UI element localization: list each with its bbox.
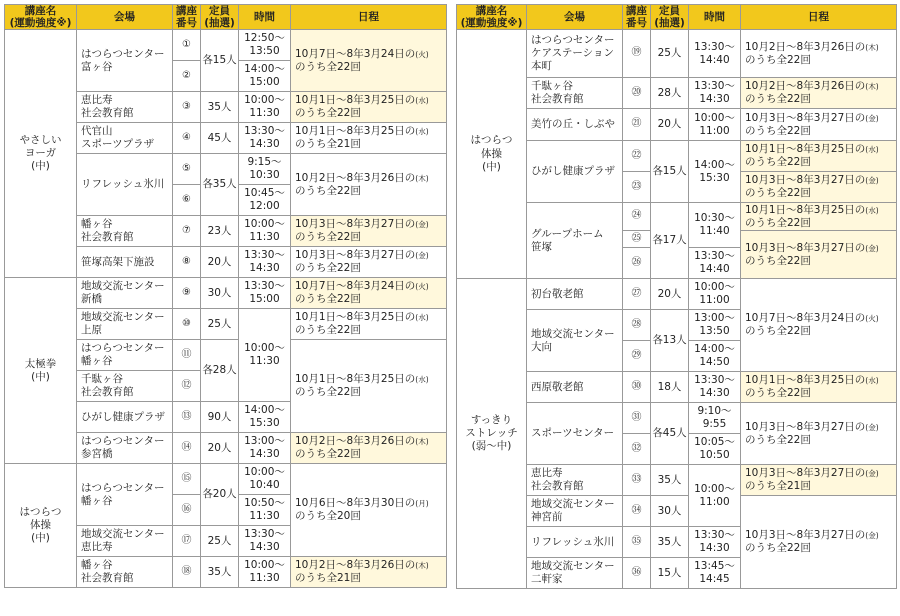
schedule-cell: 10月7日〜8年3月24日の(火) のうち全22回 [291, 30, 447, 92]
time-cell: 13:30〜14:30 [239, 526, 291, 557]
header-time: 時間 [239, 5, 291, 30]
capacity-cell: 23人 [201, 216, 239, 247]
course-number: ㉝ [623, 465, 651, 496]
course-number: ⑬ [173, 402, 201, 433]
header-venue: 会場 [77, 5, 173, 30]
course-number: ⑯ [173, 495, 201, 526]
header-course-no: 講座 番号 [623, 5, 651, 30]
time-cell: 12:50〜13:50 [239, 30, 291, 61]
venue-cell: 地域交流センター 二軒家 [527, 558, 623, 589]
schedule-cell: 10月1日〜8年3月25日の(水) のうち全22回 [741, 141, 897, 172]
capacity-cell: 各20人 [201, 464, 239, 526]
header-capacity: 定員 (抽選) [651, 5, 689, 30]
time-cell: 10:00〜10:40 [239, 464, 291, 495]
capacity-cell: 20人 [201, 433, 239, 464]
course-number: ⑳ [623, 78, 651, 109]
time-cell: 10:00〜11:30 [239, 309, 291, 402]
capacity-cell: 30人 [651, 496, 689, 527]
course-number: ⑧ [173, 247, 201, 278]
venue-cell: リフレッシュ氷川 [527, 527, 623, 558]
schedule-cell: 10月1日〜8年3月25日の(水) のうち全22回 [741, 372, 897, 403]
course-taikyokuken: 太極拳 (中) [5, 278, 77, 464]
schedule-cell: 10月3日〜8年3月27日の(金) のうち全22回 [741, 109, 897, 141]
course-number: ② [173, 61, 201, 92]
schedule-cell: 10月1日〜8年3月25日の(水) のうち全22回 [741, 203, 897, 231]
venue-cell: 西原敬老館 [527, 372, 623, 403]
course-yasashii-yoga: やさしい ヨーガ (中) [5, 30, 77, 278]
time-cell: 10:45〜12:00 [239, 185, 291, 216]
capacity-cell: 35人 [651, 527, 689, 558]
capacity-cell: 各13人 [651, 310, 689, 372]
time-cell: 13:30〜14:30 [689, 372, 741, 403]
header-course-name: 講座名 (運動強度※) [5, 5, 77, 30]
venue-cell: スポーツセンター [527, 403, 623, 465]
header-schedule: 日程 [291, 5, 447, 30]
course-number: ㉓ [623, 172, 651, 203]
capacity-cell: 30人 [201, 278, 239, 309]
capacity-cell: 各15人 [201, 30, 239, 92]
venue-cell: ひがし健康プラザ [77, 402, 173, 433]
venue-cell: 地域交流センター 上原 [77, 309, 173, 340]
course-number: ㉙ [623, 341, 651, 372]
capacity-cell: 各15人 [651, 141, 689, 203]
capacity-cell: 各17人 [651, 203, 689, 279]
time-cell: 10:00〜11:30 [239, 557, 291, 588]
time-cell: 10:00〜11:00 [689, 109, 741, 141]
course-number: ㉒ [623, 141, 651, 172]
capacity-cell: 35人 [201, 557, 239, 588]
capacity-cell: 25人 [651, 30, 689, 78]
time-cell: 14:00〜15:00 [239, 61, 291, 92]
venue-cell: はつらつセンター ケアステーション 本町 [527, 30, 623, 78]
course-number: ⑥ [173, 185, 201, 216]
schedule-cell: 10月3日〜8年3月27日の(金) のうち全22回 [291, 247, 447, 278]
course-sukkiri-stretch: すっきり ストレッチ (弱〜中) [457, 279, 527, 589]
time-cell: 9:15〜10:30 [239, 154, 291, 185]
capacity-cell: 各45人 [651, 403, 689, 465]
time-cell: 13:30〜14:30 [239, 247, 291, 278]
time-cell: 14:00〜14:50 [689, 341, 741, 372]
time-cell: 10:00〜11:30 [239, 92, 291, 123]
schedule-cell: 10月2日〜8年3月26日の(木) のうち全21回 [291, 557, 447, 588]
course-number: ⑮ [173, 464, 201, 495]
course-number: ⑪ [173, 340, 201, 371]
schedule-cell: 10月7日〜8年3月24日の(火) のうち全22回 [291, 278, 447, 309]
capacity-cell: 25人 [201, 526, 239, 557]
time-cell: 10:50〜11:30 [239, 495, 291, 526]
course-number: ⑱ [173, 557, 201, 588]
capacity-cell: 18人 [651, 372, 689, 403]
course-number: ㉖ [623, 248, 651, 279]
venue-cell: 千駄ヶ谷 社会教育館 [527, 78, 623, 109]
schedule-cell: 10月2日〜8年3月26日の(木) のうち全22回 [741, 78, 897, 109]
course-number: ㉔ [623, 203, 651, 231]
schedule-cell: 10月1日〜8年3月25日の(水) のうち全21回 [291, 123, 447, 154]
course-number: ⑩ [173, 309, 201, 340]
schedule-cell: 10月3日〜8年3月27日の(金) のうち全22回 [291, 216, 447, 247]
course-hatsuratsu-taiso: はつらつ 体操 (中) [5, 464, 77, 588]
course-number: ⑨ [173, 278, 201, 309]
course-number: ㉕ [623, 231, 651, 248]
capacity-cell: 35人 [651, 465, 689, 496]
course-number: ㉟ [623, 527, 651, 558]
capacity-cell: 28人 [651, 78, 689, 109]
schedule-cell: 10月7日〜8年3月24日の(火) のうち全22回 [741, 279, 897, 372]
header-capacity: 定員 (抽選) [201, 5, 239, 30]
schedule-cell: 10月1日〜8年3月25日の(水) のうち全22回 [291, 340, 447, 433]
capacity-cell: 20人 [201, 247, 239, 278]
course-number: ⑰ [173, 526, 201, 557]
course-number: ⑤ [173, 154, 201, 185]
venue-cell: 地域交流センター 大向 [527, 310, 623, 372]
time-cell: 13:30〜14:30 [239, 123, 291, 154]
schedule-cell: 10月2日〜8年3月26日の(木) のうち全22回 [291, 433, 447, 464]
venue-cell: はつらつセンター 幡ヶ谷 [77, 340, 173, 371]
course-hatsuratsu-taiso: はつらつ 体操 (中) [457, 30, 527, 279]
time-cell: 13:30〜14:30 [689, 78, 741, 109]
schedule-cell: 10月3日〜8年3月27日の(金) のうち全22回 [741, 231, 897, 279]
time-cell: 13:45〜14:45 [689, 558, 741, 589]
venue-cell: 代官山 スポーツプラザ [77, 123, 173, 154]
header-venue: 会場 [527, 5, 623, 30]
capacity-cell: 35人 [201, 92, 239, 123]
schedule-cell: 10月3日〜8年3月27日の(金) のうち全22回 [741, 496, 897, 589]
time-cell: 10:00〜11:00 [689, 465, 741, 527]
course-number: ㉞ [623, 496, 651, 527]
course-number: ⑭ [173, 433, 201, 464]
time-cell: 13:30〜15:00 [239, 278, 291, 309]
venue-cell: 千駄ヶ谷 社会教育館 [77, 371, 173, 402]
time-cell: 14:00〜15:30 [239, 402, 291, 433]
time-cell: 10:05〜10:50 [689, 434, 741, 465]
schedule-cell: 10月3日〜8年3月27日の(金) のうち全22回 [741, 172, 897, 203]
course-number: ㉚ [623, 372, 651, 403]
time-cell: 13:00〜13:50 [689, 310, 741, 341]
venue-cell: 幡ヶ谷 社会教育館 [77, 557, 173, 588]
venue-cell: はつらつセンター 富ヶ谷 [77, 30, 173, 92]
course-number: ㊱ [623, 558, 651, 589]
course-number: ㉛ [623, 403, 651, 434]
capacity-cell: 15人 [651, 558, 689, 589]
venue-cell: 恵比寿 社会教育館 [527, 465, 623, 496]
capacity-cell: 20人 [651, 279, 689, 310]
header-schedule: 日程 [741, 5, 897, 30]
time-cell: 14:00〜15:30 [689, 141, 741, 203]
time-cell: 13:30〜14:40 [689, 30, 741, 78]
course-number: ㉑ [623, 109, 651, 141]
time-cell: 9:10〜9:55 [689, 403, 741, 434]
header-course-no: 講座 番号 [173, 5, 201, 30]
schedule-cell: 10月2日〜8年3月26日の(木) のうち全22回 [741, 30, 897, 78]
course-number: ⑫ [173, 371, 201, 402]
course-number: ① [173, 30, 201, 61]
capacity-cell: 各28人 [201, 340, 239, 402]
time-cell: 10:00〜11:00 [689, 279, 741, 310]
course-number: ④ [173, 123, 201, 154]
capacity-cell: 20人 [651, 109, 689, 141]
venue-cell: リフレッシュ氷川 [77, 154, 173, 216]
time-cell: 13:30〜14:40 [689, 248, 741, 279]
time-cell: 10:00〜11:30 [239, 216, 291, 247]
venue-cell: グループホーム 笹塚 [527, 203, 623, 279]
venue-cell: ひがし健康プラザ [527, 141, 623, 203]
capacity-cell: 45人 [201, 123, 239, 154]
schedule-cell: 10月3日〜8年3月27日の(金) のうち全21回 [741, 465, 897, 496]
course-number: ⑦ [173, 216, 201, 247]
course-number: ㉗ [623, 279, 651, 310]
venue-cell: 笹塚高架下施設 [77, 247, 173, 278]
venue-cell: 初台敬老館 [527, 279, 623, 310]
course-number: ③ [173, 92, 201, 123]
venue-cell: 美竹の丘・しぶや [527, 109, 623, 141]
venue-cell: 幡ヶ谷 社会教育館 [77, 216, 173, 247]
schedule-table-left [4, 4, 447, 588]
schedule-cell: 10月6日〜8年3月30日の(月) のうち全20回 [291, 464, 447, 557]
schedule-cell: 10月1日〜8年3月25日の(水) のうち全22回 [291, 92, 447, 123]
time-cell: 10:30〜11:40 [689, 203, 741, 248]
venue-cell: 地域交流センター 恵比寿 [77, 526, 173, 557]
venue-cell: 地域交流センター 神宮前 [527, 496, 623, 527]
venue-cell: はつらつセンター 幡ヶ谷 [77, 464, 173, 526]
header-course-name: 講座名 (運動強度※) [457, 5, 527, 30]
schedule-cell: 10月3日〜8年3月27日の(金) のうち全22回 [741, 403, 897, 465]
capacity-cell: 25人 [201, 309, 239, 340]
header-time: 時間 [689, 5, 741, 30]
venue-cell: 地域交流センター 新橋 [77, 278, 173, 309]
course-number: ㉘ [623, 310, 651, 341]
capacity-cell: 90人 [201, 402, 239, 433]
capacity-cell: 各35人 [201, 154, 239, 216]
venue-cell: 恵比寿 社会教育館 [77, 92, 173, 123]
venue-cell: はつらつセンター 参宮橋 [77, 433, 173, 464]
time-cell: 13:30〜14:30 [689, 527, 741, 558]
schedule-table-right [456, 4, 897, 589]
course-number: ⑲ [623, 30, 651, 78]
course-number: ㉜ [623, 434, 651, 465]
schedule-cell: 10月2日〜8年3月26日の(木) のうち全22回 [291, 154, 447, 216]
schedule-cell: 10月1日〜8年3月25日の(水) のうち全22回 [291, 309, 447, 340]
time-cell: 13:00〜14:30 [239, 433, 291, 464]
